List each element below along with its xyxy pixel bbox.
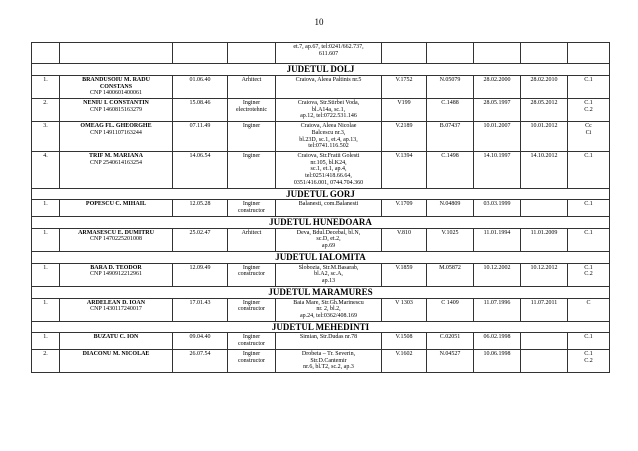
classes	[568, 75, 610, 98]
row-number: 1.	[32, 298, 60, 321]
issue-date: 06.02.1998	[474, 333, 521, 349]
name-line: CONSTANS	[99, 83, 133, 90]
name-line: BUZATU C. ION	[93, 334, 139, 341]
table-row	[32, 263, 610, 286]
profession-line: Inginer	[242, 201, 261, 208]
address-line: Balcescu nr.3,	[311, 129, 346, 136]
county-header-row	[32, 286, 610, 298]
address-line: Drobeta – Tr. Severin,	[301, 350, 356, 357]
person-name	[60, 333, 173, 349]
n-number: C 1409	[427, 298, 474, 321]
person-name	[60, 75, 173, 98]
person-name	[60, 349, 173, 372]
birth-date: 25.02.47	[173, 228, 228, 251]
profession-line: constructor	[238, 208, 265, 215]
row-number: 1.	[32, 75, 60, 98]
n-number: B.07437	[427, 122, 474, 152]
cnp: CNP 1430117240017	[90, 306, 142, 313]
class-line: C.2	[584, 106, 593, 113]
county-header-row	[32, 188, 610, 200]
expiry-date: 11.07.2011	[521, 298, 568, 321]
address-line: Craiova, Str.Stirbei Voda,	[297, 99, 360, 106]
profession	[228, 75, 276, 98]
birth-date: 14.06.54	[173, 151, 228, 188]
expiry-date	[521, 333, 568, 349]
cnp: CNP 1460815163279	[90, 106, 142, 113]
county-heading: JUDETUL MARAMURES	[32, 286, 610, 298]
profession	[228, 151, 276, 188]
class-line: C.2	[584, 271, 593, 278]
n-number: N.04809	[427, 200, 474, 216]
person-name	[60, 228, 173, 251]
address-line: Craiova, Str.Fratii Golesti	[297, 152, 360, 159]
table-row	[32, 151, 610, 188]
expiry-date: 28.05.2012	[521, 98, 568, 121]
v-number: V.2189	[382, 122, 427, 152]
profession-line: Inginer	[242, 123, 261, 130]
person-name	[60, 263, 173, 286]
classes	[568, 98, 610, 121]
class-line: C.1	[584, 99, 593, 106]
v-number: V199	[382, 98, 427, 121]
county-heading: JUDETUL DOLJ	[32, 64, 610, 76]
profession	[228, 349, 276, 372]
row-number: 1.	[32, 263, 60, 286]
class-line: Cc	[585, 123, 592, 130]
birth-date: 12.05.28	[173, 200, 228, 216]
table-row	[32, 122, 610, 152]
table-cell	[521, 43, 568, 64]
class-line: C.1	[584, 201, 593, 208]
class-line: C.1	[584, 264, 593, 271]
v-number: V.810	[382, 228, 427, 251]
table-cell	[173, 43, 228, 64]
profession-line: Inginer	[242, 264, 261, 271]
address-line: Baia Mare, Str.Gh.Marinescu	[293, 299, 364, 306]
profession-line: electrotehnic	[236, 106, 267, 113]
n-number: M.05872	[427, 263, 474, 286]
classes	[568, 349, 610, 372]
row-number: 4.	[32, 151, 60, 188]
birth-date: 12.09.49	[173, 263, 228, 286]
table-cell	[568, 43, 610, 64]
v-number: V.1508	[382, 333, 427, 349]
v-number: V.1752	[382, 75, 427, 98]
profession-line: constructor	[238, 357, 265, 364]
expiry-date: 11.01.2009	[521, 228, 568, 251]
engineers-register-table	[31, 42, 610, 373]
expiry-date	[521, 349, 568, 372]
birth-date: 15.08.46	[173, 98, 228, 121]
v-number: V.1602	[382, 349, 427, 372]
row-number: 1.	[32, 228, 60, 251]
county-header-row	[32, 251, 610, 263]
profession-line: constructor	[238, 341, 265, 348]
address-line: sc.1, et.1, ap.4,	[310, 166, 347, 173]
row-number: 1.	[32, 200, 60, 216]
address-line: ap.13	[321, 278, 336, 284]
v-number: V.1859	[382, 263, 427, 286]
class-line: C	[586, 299, 591, 306]
class-line: C.2	[584, 357, 593, 364]
table-cell	[382, 43, 427, 64]
county-heading: JUDETUL GORJ	[32, 188, 610, 200]
county-header-row	[32, 321, 610, 333]
issue-date: 14.10.1997	[474, 151, 521, 188]
name-line: BARA D. TEODOR	[90, 264, 142, 271]
birth-date: 07.11.49	[173, 122, 228, 152]
profession-line: Inginer	[242, 152, 261, 159]
birth-date: 17.01.43	[173, 298, 228, 321]
address-line: tel:0251/418.66.64,	[305, 173, 352, 180]
classes	[568, 263, 610, 286]
classes	[568, 298, 610, 321]
classes	[568, 333, 610, 349]
table-row	[32, 298, 610, 321]
table-cell	[60, 43, 173, 64]
cnp: CNP 1491107163244	[90, 129, 142, 136]
cnp: CNP 1400601400061	[90, 90, 142, 97]
class-line: C.1	[584, 152, 593, 159]
expiry-date	[521, 200, 568, 216]
county-heading: JUDETUL IALOMITA	[32, 251, 610, 263]
issue-date: 10.06.1998	[474, 349, 521, 372]
table-row	[32, 98, 610, 121]
table-cell	[427, 43, 474, 64]
issue-date: 10.12.2002	[474, 263, 521, 286]
expiry-date: 10.12.2012	[521, 263, 568, 286]
address-line: 0351/416.001, 0744.704.360	[293, 179, 364, 186]
table-cell	[474, 43, 521, 64]
person-name	[60, 122, 173, 152]
address-line: Deva, Bdul.Decebal, bl.N,	[296, 229, 361, 236]
birth-date: 01.06.40	[173, 75, 228, 98]
address-line: Slobozia, Str.M.Basarab,	[298, 264, 359, 271]
name-line: ARMASESCU E. DUMITRU	[78, 229, 154, 236]
address	[276, 349, 382, 372]
address-line: et.7, ap.67, tel:0241/662.737,	[293, 44, 364, 50]
person-name	[60, 151, 173, 188]
address-line: nr.6, bl.T2, sc.2, ap.3	[303, 364, 354, 371]
address	[276, 98, 382, 121]
cnp: CNP 1490912212961	[90, 271, 142, 278]
address-line: ap.24, tel:0362/408.169	[300, 312, 357, 319]
cnp: CNP 2540614163254	[90, 159, 142, 166]
profession	[228, 98, 276, 121]
name-line: DIACONU M. NICOLAE	[82, 350, 150, 357]
profession	[228, 122, 276, 152]
name-line: TRIF M. MARIANA	[89, 152, 143, 159]
row-number: 1.	[32, 333, 60, 349]
county-header-row	[32, 216, 610, 228]
issue-date: 11.07.1996	[474, 298, 521, 321]
address-line: bl.23D, sc.1, et.4, ap.13,	[299, 136, 358, 143]
table-row	[32, 333, 610, 349]
profession-line: Arhitect	[241, 229, 262, 236]
profession	[228, 200, 276, 216]
expiry-date: 10.01.2012	[521, 122, 568, 152]
address-line: nr. 2, bl.2,	[316, 306, 341, 313]
address-line: tel:0741.116.502	[308, 143, 349, 150]
row-number: 2.	[32, 349, 60, 372]
row-number: 3.	[32, 122, 60, 152]
profession-line: Inginer	[242, 334, 261, 341]
birth-date: 09.04.40	[173, 333, 228, 349]
table-cell	[276, 43, 382, 64]
issue-date: 11.01.1994	[474, 228, 521, 251]
expiry-date: 28.02.2010	[521, 75, 568, 98]
name-line: NENIU I. CONSTANTIN	[83, 99, 149, 106]
n-number: C.1488	[427, 98, 474, 121]
n-number: V.1025	[427, 228, 474, 251]
profession-line: Inginer	[242, 299, 261, 306]
person-name	[60, 200, 173, 216]
table-row	[32, 200, 610, 216]
cnp: CNP 1470225201008	[90, 236, 142, 243]
profession-line: Inginer	[242, 99, 261, 106]
address-line: bl.A14a, sc.1,	[311, 106, 346, 113]
v-number: V.1709	[382, 200, 427, 216]
profession	[228, 298, 276, 321]
address-line: sc.D, et.2,	[316, 236, 341, 243]
issue-date: 10.01.2007	[474, 122, 521, 152]
class-line: C.1	[584, 76, 593, 83]
county-heading: JUDETUL HUNEDOARA	[32, 216, 610, 228]
address-line: 611.607	[318, 50, 339, 57]
classes	[568, 122, 610, 152]
table-row	[32, 228, 610, 251]
address-line: ap.69	[321, 243, 336, 250]
address-line: Str.D.Cantemir	[310, 357, 347, 364]
classes	[568, 151, 610, 188]
profession-line: constructor	[238, 306, 265, 313]
expiry-date: 14.10.2012	[521, 151, 568, 188]
classes	[568, 200, 610, 216]
class-line: Ci	[585, 129, 592, 136]
issue-date: 28.02.2000	[474, 75, 521, 98]
person-name	[60, 298, 173, 321]
continuation-row	[32, 43, 610, 64]
address-line: Craiova, Aleea Nicolae	[300, 123, 357, 130]
profession	[228, 333, 276, 349]
table-cell	[32, 43, 60, 64]
profession-line: Arhitect	[241, 76, 262, 83]
address	[276, 151, 382, 188]
address	[276, 122, 382, 152]
birth-date: 26.07.54	[173, 349, 228, 372]
n-number: N.04527	[427, 349, 474, 372]
n-number: C.1498	[427, 151, 474, 188]
address-line: Balanesti, com.Balanesti	[298, 201, 359, 208]
profession-line: constructor	[238, 271, 265, 278]
county-header-row	[32, 64, 610, 76]
address	[276, 263, 382, 286]
class-line: C.1	[584, 334, 593, 341]
address-line: Simian, Str.Dudas nr.78	[299, 334, 358, 341]
county-heading: JUDETUL MEHEDINTI	[32, 321, 610, 333]
address	[276, 75, 382, 98]
person-name	[60, 98, 173, 121]
row-number: 2.	[32, 98, 60, 121]
table-cell	[228, 43, 276, 64]
n-number: N.05079	[427, 75, 474, 98]
class-line: C.1	[584, 229, 593, 236]
name-line: OMEAG FL. GHEORGHE	[80, 123, 152, 130]
issue-date: 28.05.1997	[474, 98, 521, 121]
v-number: V 1303	[382, 298, 427, 321]
name-line: POPESCU C. MIHAIL	[85, 201, 147, 208]
n-number: C.02051	[427, 333, 474, 349]
class-line: C.1	[584, 350, 593, 357]
address-line: nr.105, bl.K24,	[310, 159, 347, 166]
name-line: BRANDUSOIU M. RADU	[82, 76, 150, 83]
profession	[228, 228, 276, 251]
address	[276, 333, 382, 349]
name-line: ARDELEAN D. IOAN	[86, 299, 146, 306]
address	[276, 298, 382, 321]
profession-line: Inginer	[242, 350, 261, 357]
v-number: V.1394	[382, 151, 427, 188]
issue-date: 03.03.1999	[474, 200, 521, 216]
table-row	[32, 75, 610, 98]
address-line: ap.12, tel:0722.531.146	[300, 113, 357, 120]
address-line: Craiova, Aleea Paltinis nr.5	[295, 76, 362, 83]
address	[276, 200, 382, 216]
address-line: bl.A2, sc.A,	[314, 271, 343, 278]
table-row	[32, 349, 610, 372]
profession	[228, 263, 276, 286]
classes	[568, 228, 610, 251]
page-number: 10	[314, 17, 324, 27]
address	[276, 228, 382, 251]
